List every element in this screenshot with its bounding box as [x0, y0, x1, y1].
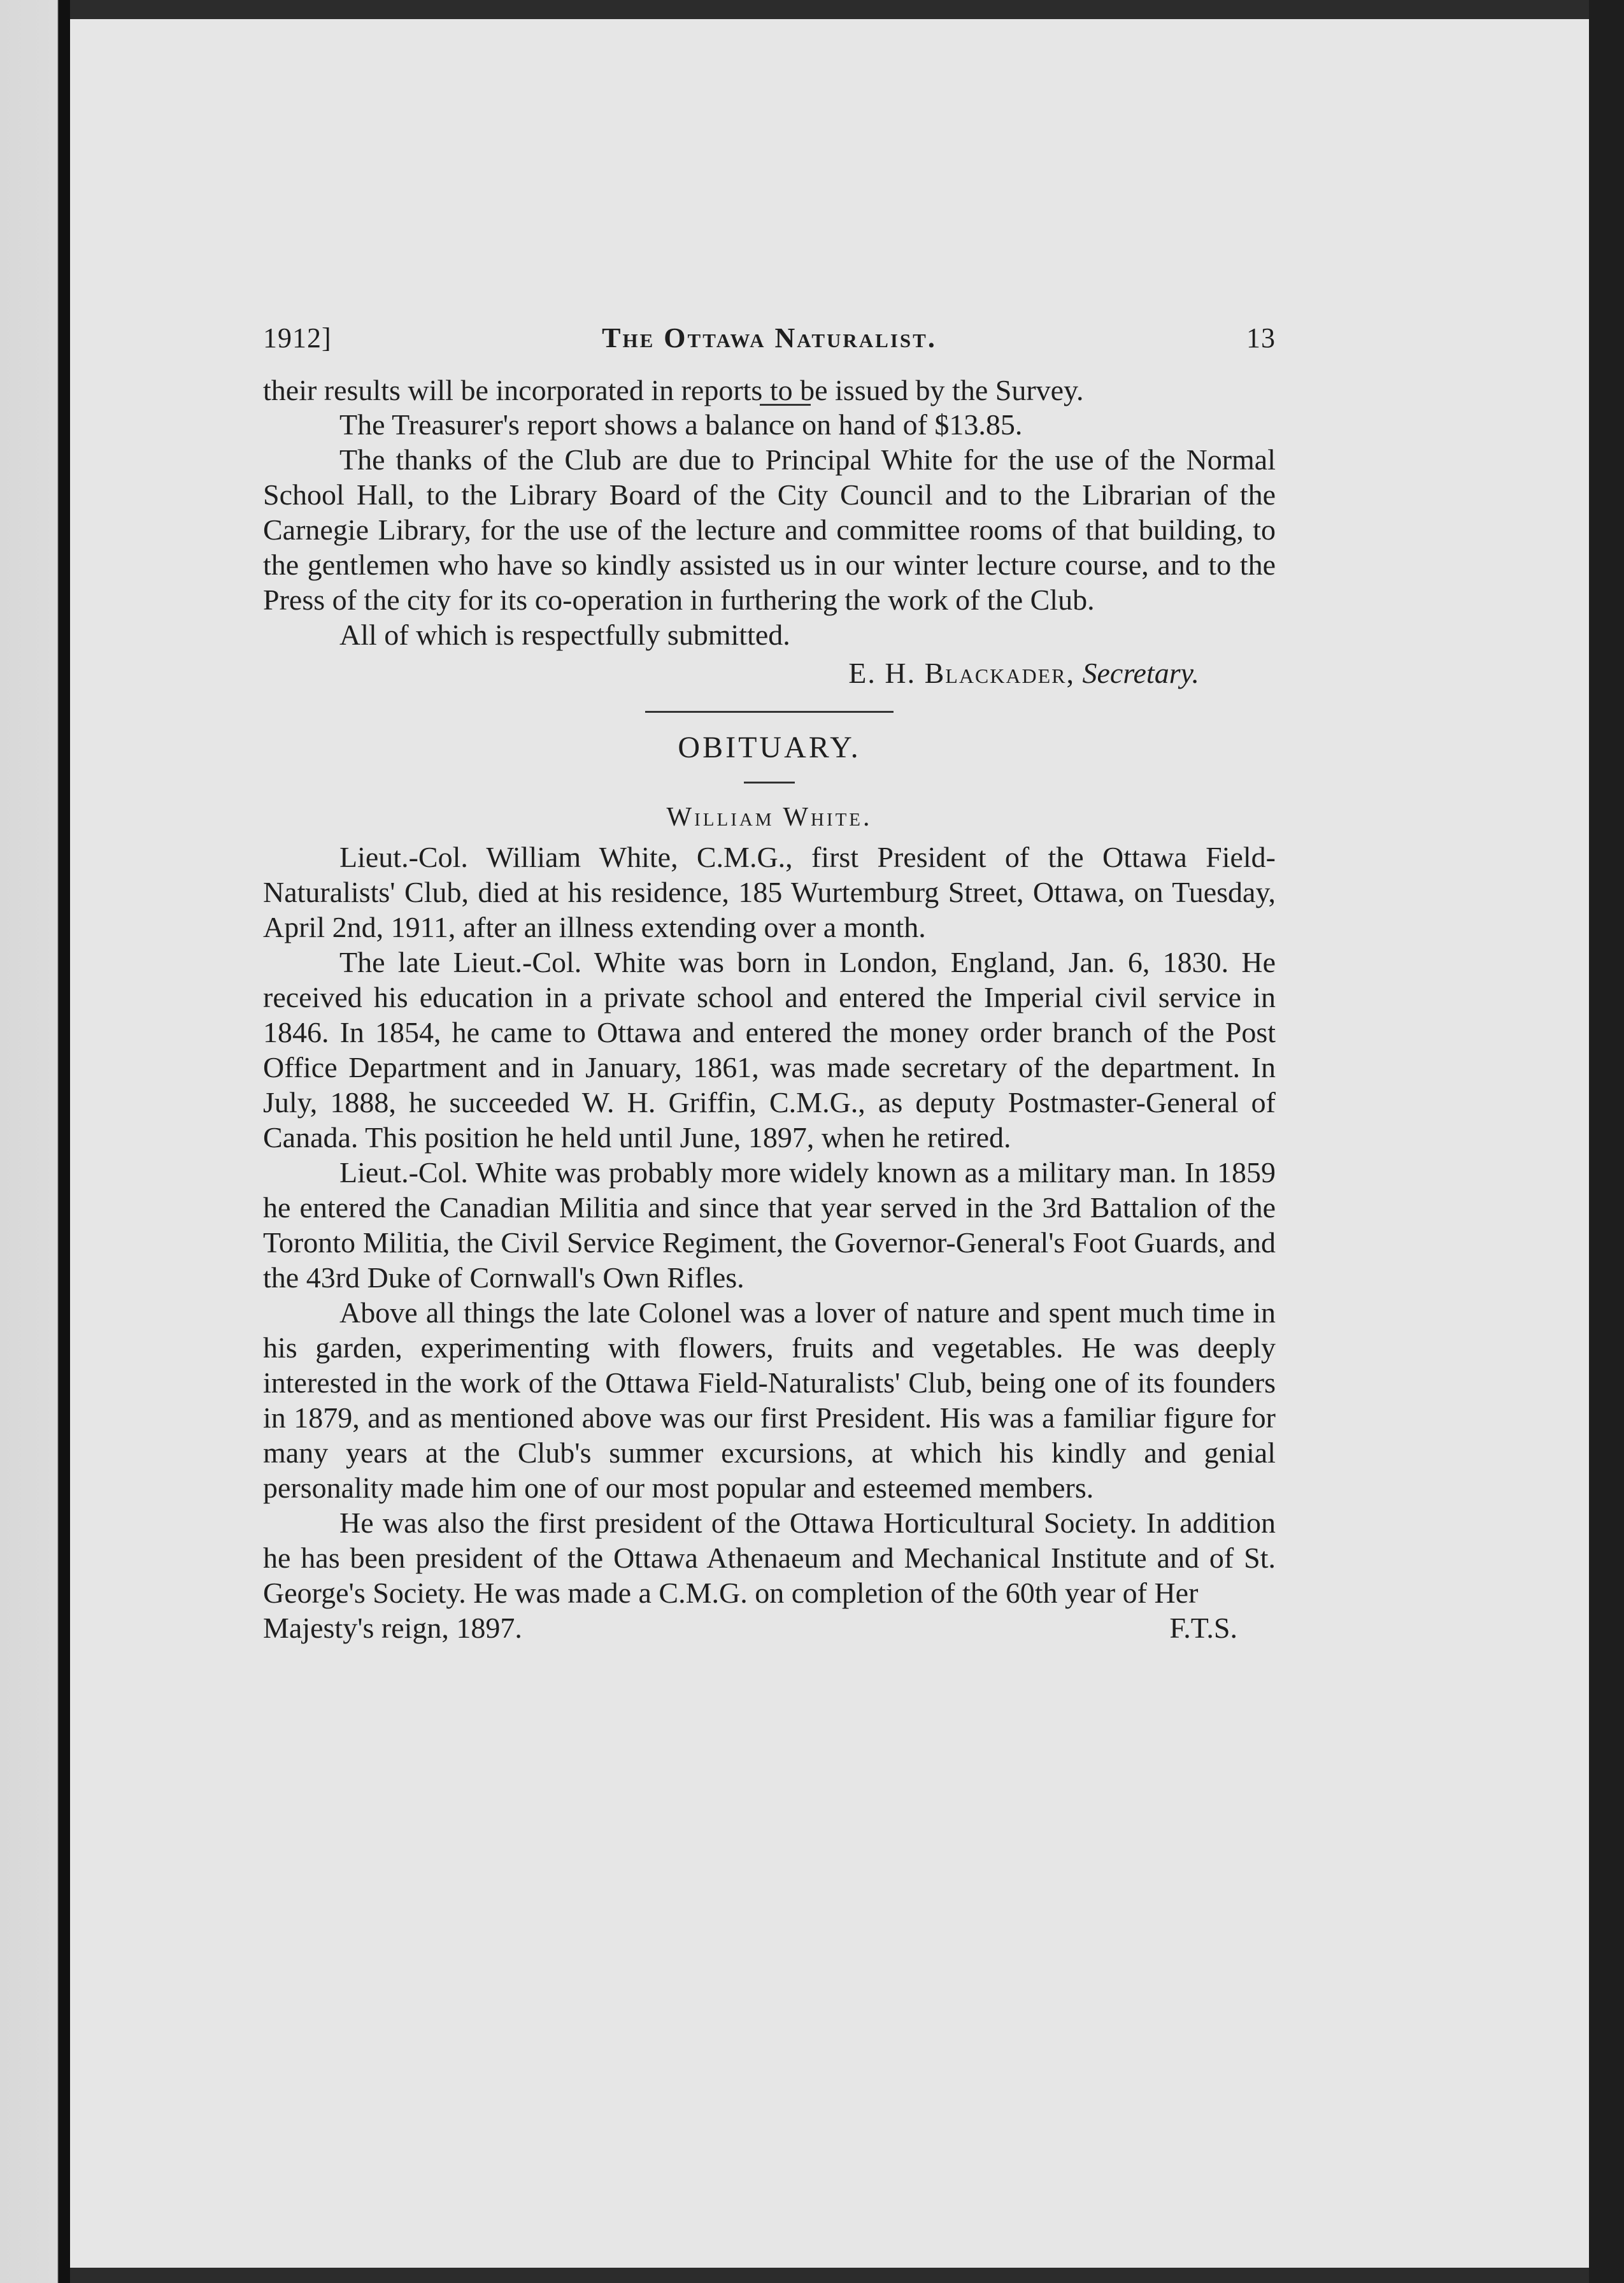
- signature-name: E. H. Blackader,: [848, 657, 1075, 689]
- running-header: [263, 322, 1276, 373]
- obituary-heading: OBITUARY.: [678, 731, 861, 764]
- section-divider: [645, 711, 894, 713]
- obituary-paragraph: Lieut.-Col. White was probably more widely known as a military man. In 1859 he entered the Canadian Militia and since that year served in the 3rd Battalion of the Toronto Militia, the Civil Service Regiment, the Governor-General's Foot Guards, and the 43rd Duke of Cornwall's Own Rifles.: [263, 1156, 1276, 1294]
- author-initials: F.T.S.: [1169, 1612, 1237, 1644]
- adjacent-page-edge: [0, 0, 70, 2283]
- report-paragraph: All of which is respectfully submitted.: [339, 619, 790, 651]
- closing-line: [263, 1610, 1276, 1645]
- scan-border: [1589, 0, 1624, 2283]
- report-paragraph: their results will be incorporated in reports to be issued by the Survey.: [263, 374, 1084, 406]
- heading-divider: [744, 782, 795, 784]
- obituary-paragraph: The late Lieut.-Col. White was born in London, England, Jan. 6, 1830. He received his education in a private school and entered the Imperial civil service in 1846. In 1854, he came to Ottawa and entered the money order branch of the Post Office Department and in January, 1861, was made secretary of the department. In July, 1888, he succeeded W. H. Griffin, C.M.G., as deputy Postmaster-General of Canada. This position he held until June, 1897, when he retired.: [263, 946, 1276, 1154]
- closing-text: Majesty's reign, 1897.: [263, 1612, 522, 1644]
- obituary-subject: William White.: [666, 803, 873, 832]
- obituary-paragraph: Above all things the late Colonel was a lover of nature and spent much time in his garden, experimenting with flowers, fruits and vegetables. He was deeply interested in the work of the Ottawa Field-Naturalists' Club, being one of its founders in 1879, and as mentioned above was our first President. His was a familiar figure for many years at the Club's summer excursions, at which his kindly and genial personality made him one of our most popular and esteemed members.: [263, 1296, 1276, 1504]
- report-paragraph: The thanks of the Club are due to Principal White for the use of the Normal School Hall, to the Library Board of the City Council and to the Librarian of the Carnegie Library, for the use of the lecture and committee rooms of that building, to the gentlemen who have so kindly assisted us in our winter lecture course, and to the Press of the city for its co-operation in furthering the work of the Club.: [263, 443, 1276, 616]
- header-year: 1912]: [263, 322, 332, 354]
- report-paragraph: The Treasurer's report shows a balance on hand of $13.85.: [339, 408, 1023, 441]
- signature: [263, 655, 1276, 692]
- header-journal-title: The Ottawa Naturalist.: [602, 322, 937, 354]
- text-block: [263, 322, 1276, 1645]
- obituary-paragraph: He was also the first president of the Ottawa Horticultural Society. In addition he has been president of the Ottawa Athenaeum and Mechanical Institute and of St. George's Society. He was made a C.M.G. on completion of the 60th year of Her: [263, 1506, 1276, 1609]
- obituary-paragraph: Lieut.-Col. William White, C.M.G., first President of the Ottawa Field-Naturalists' Club, died at his residence, 185 Wurtemburg Street, Ottawa, on Tuesday, April 2nd, 1911, after an illness extending over a month.: [263, 841, 1276, 943]
- page-number: 13: [1246, 322, 1276, 354]
- signature-title: Secretary.: [1082, 657, 1199, 689]
